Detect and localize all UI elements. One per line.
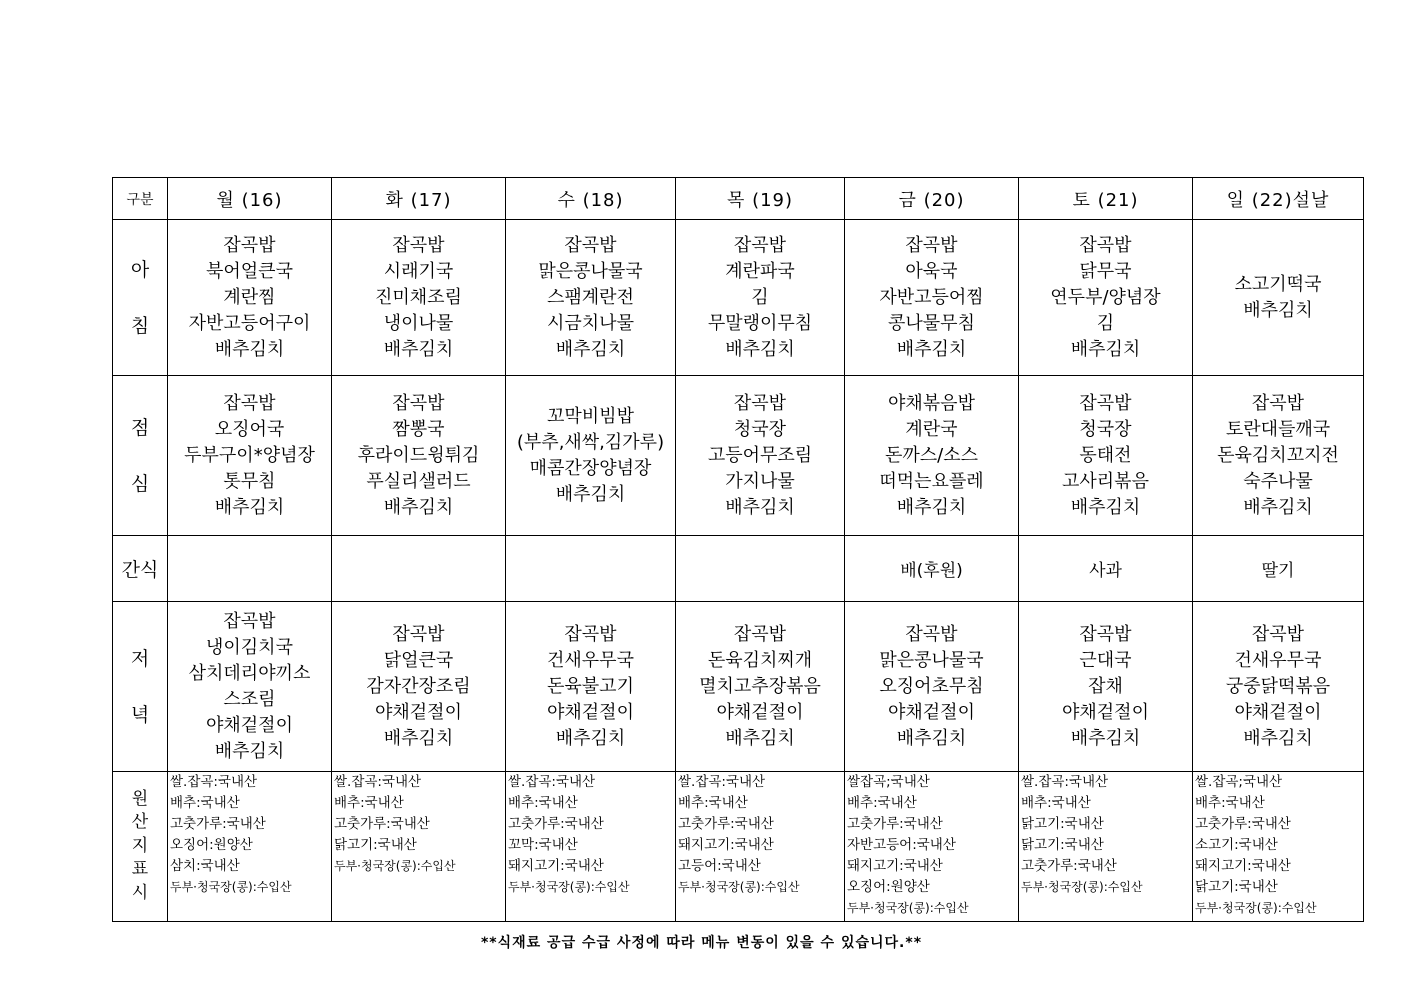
menu-item: 돈육김치꼬지전: [1217, 444, 1339, 466]
menu-item: 두부구이*양념장: [184, 444, 315, 466]
menu-item: 아욱국: [905, 260, 958, 282]
day-header: 월 (16): [168, 178, 332, 220]
menu-cell: [168, 602, 332, 772]
menu-item: 닭얼큰국: [383, 649, 454, 671]
menu-item: 잡곡밥: [223, 392, 276, 414]
origin-item: 쌀.잡곡:국내산: [678, 774, 766, 790]
origin-cell: [332, 772, 506, 922]
menu-item: 가지나물: [725, 470, 795, 492]
menu-item: 잡곡밥: [733, 623, 787, 645]
menu-item: 자반고등어구이: [188, 312, 311, 334]
origin-item: 고등어:국내산: [678, 858, 761, 874]
menu-item: 감자간장조림: [366, 675, 471, 697]
menu-cell: [168, 220, 332, 376]
menu-item: 배추김치: [1243, 496, 1313, 518]
menu-item: 고등어무조림: [707, 444, 813, 466]
menu-cell: [676, 376, 845, 536]
origin-label: [113, 772, 168, 922]
menu-item: 배추김치: [1243, 299, 1313, 321]
snack-row: [113, 536, 1364, 602]
origin-item: 배추:국내산: [170, 795, 240, 811]
origin-cell: [506, 772, 676, 922]
menu-item: 잡곡밥: [1251, 392, 1305, 414]
menu-item: 김: [751, 286, 769, 308]
origin-item: 고춧가루:국내산: [508, 816, 604, 832]
menu-item: 야채겉절이: [716, 701, 804, 723]
label-char: 녁: [130, 703, 150, 726]
origin-item: 닭고기:국내산: [1021, 816, 1104, 832]
snack-cell: 배(후원): [845, 536, 1019, 602]
menu-item: 잡곡밥: [392, 623, 445, 645]
origin-cell: [168, 772, 332, 922]
menu-cell: [676, 220, 845, 376]
menu-item: 야채겉절이: [375, 701, 462, 723]
origin-item: 두부·청국장(콩):수입산: [170, 880, 292, 894]
menu-item: 배추김치: [214, 338, 285, 360]
menu-item: 무말랭이무침: [707, 312, 813, 334]
menu-item: 돈육불고기: [547, 675, 634, 697]
origin-item: 두부·청국장(콩):수입산: [334, 859, 456, 873]
snack-cell: [168, 536, 332, 602]
menu-item: 청국장: [733, 418, 787, 440]
menu-item: 동태전: [1079, 444, 1132, 466]
origin-item: 닭고기:국내산: [1195, 879, 1278, 895]
menu-item: 배추김치: [1070, 727, 1141, 749]
origin-item: 닭고기:국내산: [1021, 837, 1104, 853]
menu-item: 잡곡밥: [905, 623, 958, 645]
snack-cell: [332, 536, 506, 602]
menu-item: 야채볶음밥: [888, 392, 975, 414]
origin-cell: [1019, 772, 1193, 922]
menu-item: 스팸계란전: [547, 286, 634, 308]
menu-cell: [1019, 602, 1193, 772]
header-row: [113, 178, 1364, 220]
menu-item: 잡곡밥: [1251, 623, 1305, 645]
origin-item: 배추:국내산: [334, 795, 404, 811]
menu-item: 진미채조림: [375, 286, 462, 308]
label-char: 산: [131, 812, 149, 833]
origin-item: 고춧가루:국내산: [678, 816, 774, 832]
origin-item: 배추:국내산: [1195, 795, 1265, 811]
origin-item: 쌀잡곡;국내산: [847, 774, 930, 790]
menu-item: 잡곡밥: [564, 623, 617, 645]
menu-item: 후라이드윙튀김: [357, 444, 480, 466]
menu-item: 시래기국: [383, 260, 454, 282]
origin-item: 쌀.잡곡;국내산: [1195, 774, 1283, 790]
origin-item: 배추:국내산: [678, 795, 748, 811]
menu-item: 잡곡밥: [905, 234, 958, 256]
menu-item: 떠먹는요플레: [879, 470, 984, 492]
menu-item: 북어얼큰국: [206, 260, 293, 282]
menu-cell: [332, 220, 506, 376]
breakfast-row: [113, 220, 1364, 376]
menu-item: 푸실리샐러드: [366, 470, 471, 492]
menu-item: 오징어국: [214, 418, 285, 440]
snack-cell: 사과: [1019, 536, 1193, 602]
menu-cell: [676, 602, 845, 772]
corner-header: 구분: [113, 178, 168, 220]
menu-item: 토란대들깨국: [1225, 418, 1331, 440]
menu-cell: [332, 376, 506, 536]
menu-item: 매콤간장양념장: [529, 457, 652, 479]
menu-item: 배추김치: [383, 727, 454, 749]
menu-item: 냉이김치국: [206, 636, 293, 658]
label-char: 점: [130, 416, 150, 439]
label-char: 저: [130, 647, 150, 670]
origin-item: 배추:국내산: [508, 795, 578, 811]
menu-item: 배추김치: [896, 496, 967, 518]
menu-item: 오징어초무침: [879, 675, 984, 697]
menu-item: 맑은콩나물국: [879, 649, 984, 671]
origin-item: 두부·청국장(콩):수입산: [508, 880, 630, 894]
menu-item: 숙주나물: [1243, 470, 1313, 492]
menu-cell: [1019, 220, 1193, 376]
origin-row: [113, 772, 1364, 922]
origin-item: 고춧가루:국내산: [1195, 816, 1291, 832]
menu-item: 잡곡밥: [1079, 623, 1132, 645]
snack-cell: [676, 536, 845, 602]
label-char: 표: [131, 859, 149, 880]
origin-item: 돼지고기:국내산: [678, 837, 774, 853]
meal-type-label: [113, 376, 168, 536]
menu-cell: [1193, 376, 1364, 536]
day-header: 수 (18): [506, 178, 676, 220]
menu-item: 냉이나물: [383, 312, 454, 334]
menu-item: 청국장: [1079, 418, 1132, 440]
menu-cell: [845, 376, 1019, 536]
menu-item: 잡곡밥: [223, 234, 276, 256]
day-header: 일 (22)설날: [1193, 178, 1364, 220]
menu-item: 야채겉절이: [888, 701, 975, 723]
menu-cell: [1193, 602, 1364, 772]
menu-item: 톳무침: [223, 470, 276, 492]
menu-item: 배추김치: [383, 338, 454, 360]
origin-item: 쌀.잡곡:국내산: [508, 774, 596, 790]
menu-item: 닭무국: [1079, 260, 1132, 282]
origin-item: 배추:국내산: [847, 795, 917, 811]
menu-item: 돈육김치찌개: [707, 649, 813, 671]
menu-item: (부추,새싹,김가루): [516, 431, 665, 453]
menu-item: 잡곡밥: [1079, 392, 1132, 414]
label-char: 아: [130, 258, 150, 281]
menu-cell: [506, 602, 676, 772]
menu-item: 야채겉절이: [1062, 701, 1149, 723]
origin-item: 자반고등어:국내산: [847, 837, 956, 853]
menu-item: 배추김치: [214, 496, 285, 518]
menu-item: 야채겉절이: [206, 714, 293, 736]
origin-item: 오징어:원양산: [170, 837, 253, 853]
origin-item: 돼지고기:국내산: [508, 858, 604, 874]
menu-item: 배추김치: [896, 727, 967, 749]
menu-item: 짬뽕국: [392, 418, 445, 440]
menu-cell: [506, 376, 676, 536]
menu-item: 잡곡밥: [733, 234, 787, 256]
origin-item: 배추:국내산: [1021, 795, 1091, 811]
origin-item: 꼬막:국내산: [508, 837, 578, 853]
origin-item: 돼지고기:국내산: [1195, 858, 1291, 874]
menu-cell: [845, 220, 1019, 376]
menu-item: 계란찜: [223, 286, 276, 308]
menu-item: 야채겉절이: [1234, 701, 1322, 723]
snack-cell: 딸기: [1193, 536, 1364, 602]
menu-item: 궁중닭떡볶음: [1225, 675, 1331, 697]
menu-cell: [168, 376, 332, 536]
origin-item: 소고기:국내산: [1195, 837, 1278, 853]
menu-item: 근대국: [1079, 649, 1132, 671]
label-char: 원: [131, 788, 149, 809]
menu-item: 연두부/양념장: [1050, 286, 1161, 308]
origin-item: 닭고기:국내산: [334, 837, 417, 853]
menu-item: 배추김치: [383, 496, 454, 518]
menu-item: 시금치나물: [547, 312, 634, 334]
menu-item: 배추김치: [1070, 338, 1141, 360]
menu-item: 배추김치: [1070, 496, 1141, 518]
menu-item: 스조림: [223, 688, 276, 710]
origin-item: 쌀.잡곡:국내산: [170, 774, 258, 790]
menu-item: 잡곡밥: [564, 234, 617, 256]
origin-item: 두부·청국장(콩):수입산: [678, 880, 800, 894]
meal-menu-table: [112, 177, 1364, 922]
menu-item: 배추김치: [896, 338, 967, 360]
menu-item: 고사리볶음: [1062, 470, 1149, 492]
origin-item: 고춧가루:국내산: [1021, 858, 1117, 874]
menu-item: 잡곡밥: [392, 392, 445, 414]
menu-cell: [506, 220, 676, 376]
label-char: 지: [131, 835, 149, 856]
meal-type-label: [113, 220, 168, 376]
menu-item: 잡채: [1088, 675, 1123, 697]
day-header: 금 (20): [845, 178, 1019, 220]
menu-item: 계란파국: [725, 260, 795, 282]
menu-item: 배추김치: [555, 727, 626, 749]
menu-item: 배추김치: [725, 496, 795, 518]
origin-cell: [676, 772, 845, 922]
day-header: 목 (19): [676, 178, 845, 220]
menu-item: 삼치데리야끼소: [188, 662, 311, 684]
menu-item: 돈까스/소스: [884, 444, 978, 466]
menu-item: 맑은콩나물국: [538, 260, 643, 282]
dinner-row: [113, 602, 1364, 772]
meal-type-label: 간식: [113, 536, 168, 602]
menu-item: 배추김치: [725, 727, 795, 749]
menu-item: 배추김치: [555, 483, 626, 505]
menu-cell: [1019, 376, 1193, 536]
origin-cell: [845, 772, 1019, 922]
origin-item: 두부·청국장(콩):수입산: [1195, 901, 1317, 915]
lunch-row: [113, 376, 1364, 536]
origin-item: 쌀.잡곡:국내산: [334, 774, 422, 790]
origin-item: 두부·청국장(콩):수입산: [1021, 880, 1143, 894]
menu-item: 배추김치: [1243, 727, 1313, 749]
menu-item: 배추김치: [555, 338, 626, 360]
menu-cell: [332, 602, 506, 772]
origin-item: 삼치:국내산: [170, 858, 240, 874]
day-header: 토 (21): [1019, 178, 1193, 220]
origin-item: 두부·청국장(콩):수입산: [847, 901, 969, 915]
menu-item: 잡곡밥: [1079, 234, 1132, 256]
menu-item: 야채겉절이: [547, 701, 634, 723]
label-char: 심: [130, 472, 150, 495]
menu-item: 잡곡밥: [733, 392, 787, 414]
menu-cell: [845, 602, 1019, 772]
origin-item: 오징어:원양산: [847, 879, 930, 895]
menu-item: 자반고등어찜: [879, 286, 984, 308]
menu-item: 계란국: [905, 418, 958, 440]
label-char: 시: [131, 882, 149, 903]
menu-item: 콩나물무침: [888, 312, 975, 334]
footnote: **식재료 공급 수급 사정에 따라 메뉴 변동이 있을 수 있습니다.**: [480, 935, 923, 951]
origin-cell: [1193, 772, 1364, 922]
menu-item: 김: [1096, 312, 1115, 334]
menu-item: 배추김치: [725, 338, 795, 360]
menu-item: 꼬막비빔밥: [547, 405, 634, 427]
menu-item: 배추김치: [214, 740, 285, 762]
origin-item: 돼지고기:국내산: [847, 858, 943, 874]
snack-cell: [506, 536, 676, 602]
menu-item: 소고기떡국: [1234, 273, 1322, 295]
origin-item: 고춧가루:국내산: [334, 816, 430, 832]
menu-item: 건새우무국: [1234, 649, 1322, 671]
origin-item: 고춧가루:국내산: [170, 816, 266, 832]
day-header: 화 (17): [332, 178, 506, 220]
menu-item: 멸치고추장볶음: [699, 675, 821, 697]
meal-type-label: [113, 602, 168, 772]
origin-item: 쌀.잡곡:국내산: [1021, 774, 1109, 790]
menu-item: 잡곡밥: [223, 610, 276, 632]
menu-item: 건새우무국: [547, 649, 634, 671]
label-char: 침: [130, 314, 150, 337]
origin-item: 고춧가루:국내산: [847, 816, 943, 832]
menu-cell: [1193, 220, 1364, 376]
menu-item: 잡곡밥: [392, 234, 445, 256]
